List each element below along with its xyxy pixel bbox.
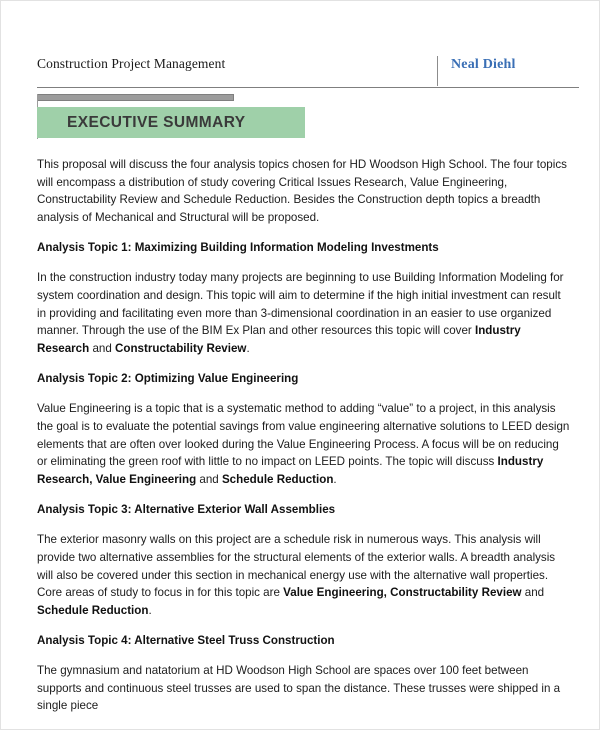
topic-3-text-a: The exterior masonry walls on this project are a schedule risk in numerous ways. This analysis will provide two alternative assemblies for the structural elements of the exterior walls. A breadth analysis will also be covered under this section in mechanical energy use with the alternative wall properties. Core areas of study to focus in for this topic are <box>37 533 556 600</box>
topic-1-bold-a: Industry Research <box>37 324 521 355</box>
topic-4-heading: Analysis Topic 4: Alternative Steel Truss Construction <box>37 634 335 648</box>
header-author-block <box>437 57 571 72</box>
topic-2-text-a: Value Engineering is a topic that is a systematic method to adding “value” to a project, in this analysis the goal is to evaluate the potential savings from value engineering alternative solutions to LEED design elements that are often over looked during the Value Engineering Process. A focus will be on reducing or eliminating the green roof with little to no impact on LEED points. The topic will discuss <box>37 402 570 469</box>
header-horizontal-rule <box>37 87 579 88</box>
topic-2-paragraph <box>37 400 571 488</box>
document-header <box>37 57 571 89</box>
topic-3-paragraph <box>37 531 571 619</box>
section-title: EXECUTIVE SUMMARY <box>67 113 246 131</box>
topic-1-heading: Analysis Topic 1: Maximizing Building Information Modeling Investments <box>37 241 439 255</box>
topic-3-text-c: . <box>148 603 152 617</box>
topic-4-text-a: The gymnasium and natatorium at HD Woodson High School are spaces over 100 feet between supports and continuous steel trusses are used to span the distance. These trusses were shipped in a single piece <box>37 664 561 713</box>
topic-3-text-b: and <box>521 586 545 600</box>
topic-4-paragraph <box>37 662 571 715</box>
topic-1-bold-b: Constructability Review <box>115 341 247 355</box>
topic-1-text-c: . <box>246 341 250 355</box>
topic-2-text-b: and <box>196 472 222 486</box>
banner-gray-accent-bar <box>37 94 234 101</box>
topic-3-heading: Analysis Topic 3: Alternative Exterior Wall Assemblies <box>37 503 336 517</box>
section-banner-group <box>37 89 599 138</box>
topic-1-text-b: and <box>89 341 116 355</box>
topic-3-bold-a: Value Engineering, Constructability Review <box>283 586 522 600</box>
topic-1-paragraph <box>37 269 571 357</box>
header-author-name: Neal Diehl <box>451 57 516 72</box>
topic-1-text-a: In the construction industry today many projects are beginning to use Building Information Modeling for system coordination and design. This topic will aim to determine if the high initial investment can result in providing and facilitating even more than 3-dimensional coordination in an easier to use organized manner. Through the use of the BIM Ex Plan and other resources this topic will cover <box>37 271 564 338</box>
header-document-title: Construction Project Management <box>37 56 226 71</box>
topic-2-text-c: . <box>333 472 337 486</box>
topic-2-bold-b: Schedule Reduction <box>221 472 334 486</box>
topic-2-heading: Analysis Topic 2: Optimizing Value Engineering <box>37 372 299 386</box>
section-banner <box>37 107 305 138</box>
topic-2-bold-a: Industry Research, Value Engineering <box>37 455 544 486</box>
topic-3-bold-b: Schedule Reduction <box>37 603 149 617</box>
document-body <box>37 138 571 715</box>
header-vertical-divider <box>437 56 438 86</box>
intro-paragraph <box>37 156 571 226</box>
intro-text: This proposal will discuss the four analysis topics chosen for HD Woodson High School. The four topics will encompass a distribution of study covering Critical Issues Research, Value Engineering, Constructability Review and Schedule Reduction. Besides the Construction depth topics a breadth analysis of Mechanical and Structural will be proposed. <box>37 158 567 224</box>
